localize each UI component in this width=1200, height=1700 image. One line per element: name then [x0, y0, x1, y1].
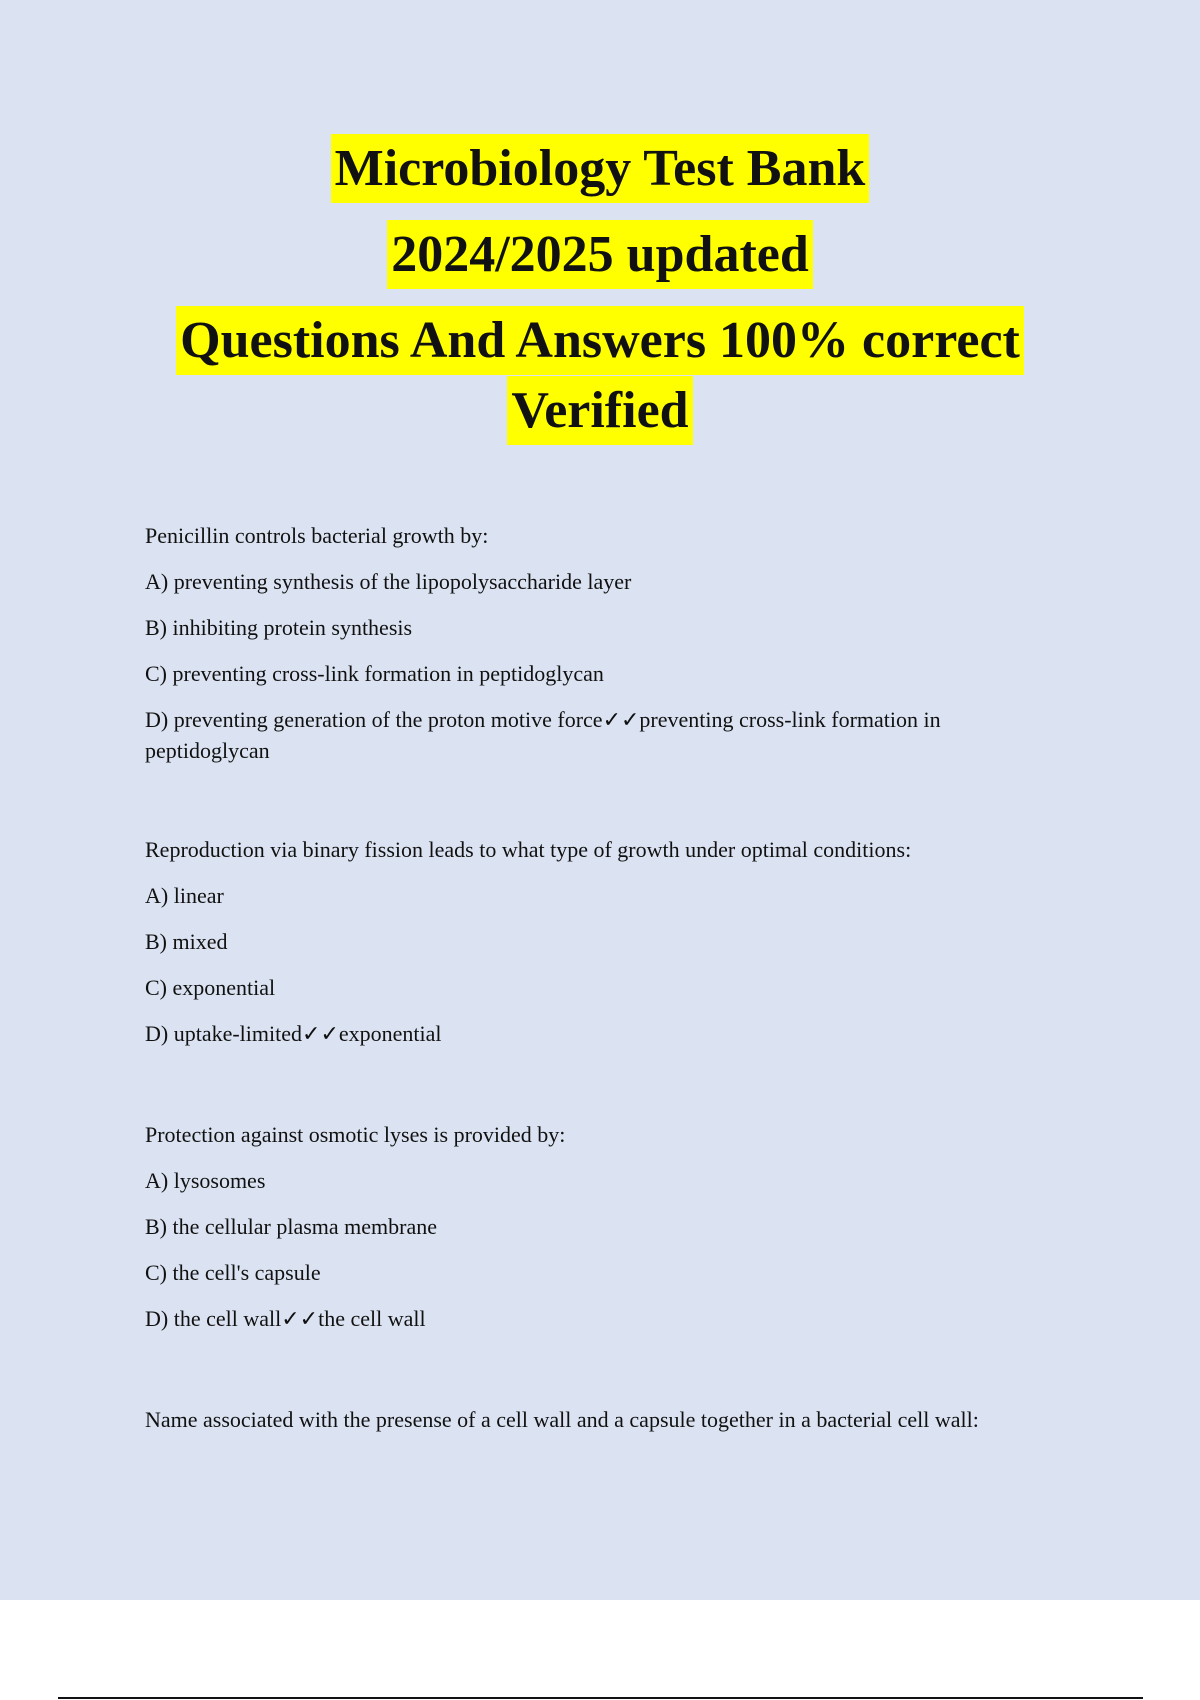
question-block-2 [145, 834, 1065, 1049]
question-block-3 [145, 1119, 1065, 1334]
answer-option: C) preventing cross-link formation in peptidoglycan [145, 661, 604, 686]
answer-option: B) inhibiting protein synthesis [145, 615, 413, 640]
answer-option: D) the cell wall✓✓the cell wall [145, 1306, 426, 1331]
answer-option: D) uptake-limited✓✓exponential [145, 1021, 442, 1046]
title-line-3 [0, 312, 1200, 369]
document-title [0, 140, 1200, 439]
title-line-1 [0, 140, 1200, 197]
question-text: Reproduction via binary fission leads to what type of growth under optimal conditions: [145, 837, 912, 862]
title-highlight-4: Verified [507, 376, 692, 445]
answer-option: A) lysosomes [145, 1168, 266, 1193]
question-text: Name associated with the presense of a cell wall and a capsule together in a bacterial cell wall: [145, 1407, 979, 1432]
question-text: Penicillin controls bacterial growth by: [145, 523, 489, 548]
title-line-4 [0, 382, 1200, 439]
title-highlight-2: 2024/2025 updated [387, 220, 813, 289]
footer-rule [58, 1697, 1143, 1699]
question-block-1 [145, 520, 1065, 766]
title-highlight-1: Microbiology Test Bank [331, 134, 870, 203]
answer-option: D) preventing generation of the proton motive force✓✓preventing cross-link formation in peptidoglycan [145, 707, 941, 763]
question-text: Protection against osmotic lyses is provided by: [145, 1122, 566, 1147]
answer-option: B) mixed [145, 929, 228, 954]
answer-option: A) linear [145, 883, 224, 908]
answer-option: C) exponential [145, 975, 276, 1000]
questions-content [145, 520, 1065, 1505]
answer-option: C) the cell's capsule [145, 1260, 321, 1285]
question-block-4 [145, 1404, 1065, 1435]
answer-option: A) preventing synthesis of the lipopolysaccharide layer [145, 569, 632, 594]
answer-option: B) the cellular plasma membrane [145, 1214, 437, 1239]
title-highlight-3: Questions And Answers 100% correct [176, 306, 1024, 375]
title-line-2 [0, 226, 1200, 283]
